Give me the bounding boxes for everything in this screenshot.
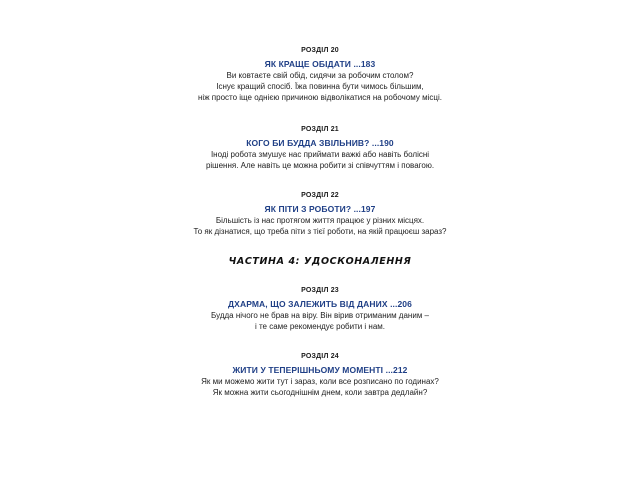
description-line: Існує кращий спосіб. Їжа повинна бути чимось більшим,: [216, 82, 424, 91]
chapter-title: ЖИТИ У ТЕПЕРІШНЬОМУ МОМЕНТІ ...212: [232, 365, 408, 375]
chapter-description: [0, 70, 640, 103]
description-line: Ви ковтаєте свій обід, сидячи за робочим столом?: [226, 71, 414, 80]
chapter-description: [0, 310, 640, 332]
chapter-label: РОЗДІЛ 24: [301, 353, 339, 360]
description-line: Іноді робота змушує нас приймати важкі або навіть болісні: [210, 150, 430, 159]
chapter-description: [0, 149, 640, 171]
chapter-description: [0, 376, 640, 398]
chapter-title: КОГО БИ БУДДА ЗВІЛЬНИВ? ...190: [246, 138, 394, 148]
description-line: Будда нічого не брав на віру. Він вірив отриманим даним –: [211, 311, 429, 320]
description-line: ніж просто іще однією причиною відволікатися на робочому місці.: [198, 93, 442, 102]
chapter-title: ЯК КРАЩЕ ОБІДАТИ ...183: [264, 59, 376, 69]
description-line: Більшість із нас протягом життя працює у різних місцях.: [215, 216, 425, 225]
description-line: і те саме рекомендує робити і нам.: [254, 322, 386, 331]
toc-entry-chapter-24: [0, 352, 640, 398]
description-line: рішення. Але навіть це можна робити зі співчуттям і повагою.: [205, 161, 435, 170]
chapter-label: РОЗДІЛ 22: [301, 192, 339, 199]
chapter-label: РОЗДІЛ 21: [301, 126, 339, 133]
chapter-description: [0, 215, 640, 237]
description-line: То як дізнатися, що треба піти з тієї роботи, на якій працюєш зараз?: [193, 227, 447, 236]
toc-entry-chapter-23: [0, 286, 640, 332]
toc-entry-chapter-21: [0, 125, 640, 171]
description-line: Як можна жити сьогоднішнім днем, коли завтра дедлайн?: [212, 388, 428, 397]
chapter-title: ЯК ПІТИ З РОБОТИ? ...197: [264, 204, 376, 214]
chapter-label: РОЗДІЛ 20: [301, 47, 339, 54]
description-line: Як ми можемо жити тут і зараз, коли все розписано по годинах?: [201, 377, 439, 386]
chapter-label: РОЗДІЛ 23: [301, 287, 339, 294]
toc-entry-chapter-20: [0, 46, 640, 103]
toc-entry-chapter-22: [0, 191, 640, 237]
chapter-title: ДХАРМА, ЩО ЗАЛЕЖИТЬ ВІД ДАНИХ ...206: [228, 299, 412, 309]
part-heading: ЧАСТИНА 4: УДОСКОНАЛЕННЯ: [228, 256, 412, 267]
